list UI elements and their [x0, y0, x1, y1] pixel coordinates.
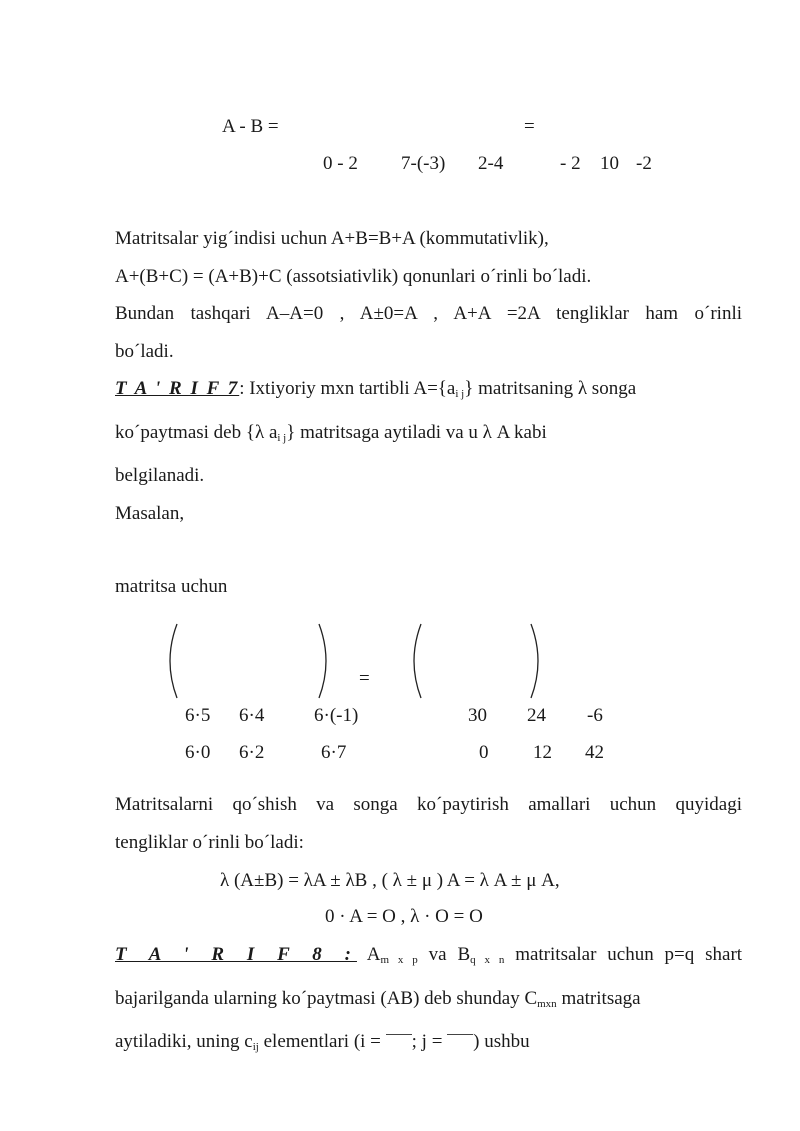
- equals-sign: =: [524, 116, 535, 137]
- matrix-cell: 6·(-1): [314, 705, 359, 726]
- matrix-cell: - 2: [560, 153, 581, 174]
- paragraph-matrix-sum-properties: [115, 220, 742, 370]
- matrix-cell: 7-(-3): [401, 153, 446, 174]
- matrix-cell: 0: [479, 742, 489, 763]
- left-paren-icon: [404, 622, 424, 700]
- text-line: bo´ladi.: [115, 340, 174, 362]
- formula-distributive: λ (A±B) = λA ± λB , ( λ ± μ ) A = λ A ± μ A,: [220, 870, 560, 891]
- definition-8-line-1: T A ' R I F 8 : $A_{m x p}$ va $B_{q x n}$ matritsalar uchun p=q shart: [115, 944, 743, 966]
- matrix-cell: 6·5: [185, 705, 211, 726]
- matritsa-uchun-label: matritsa uchun: [115, 576, 228, 597]
- right-paren-icon: [528, 622, 548, 700]
- matrix-cell: 10: [600, 153, 619, 174]
- matrix-cell: 42: [585, 742, 604, 763]
- formula-zero: 0 · A = O , λ · O = O: [325, 906, 483, 927]
- matrix-cell: 2-4: [478, 153, 504, 174]
- matrix-cell: 6·0: [185, 742, 211, 763]
- matrix-cell: 0 - 2: [323, 153, 358, 174]
- matrix-cell: 30: [468, 705, 487, 726]
- a-minus-b-label: A - B =: [222, 116, 279, 137]
- right-paren-icon: [316, 622, 336, 700]
- overline-range-icon: [447, 1034, 473, 1035]
- definition-7-line-1: T A ' R I F 7: Ixtiyoriy mxn tartibli $A=\{a_{i j}\}$ matritsaning λ songa: [115, 378, 637, 400]
- definition-8: [115, 936, 742, 1067]
- matrix-cell: 6·7: [321, 742, 347, 763]
- text-line: belgilanadi.: [115, 465, 205, 486]
- matrix-cell: 6·2: [239, 742, 265, 763]
- matrix-cell: 12: [533, 742, 552, 763]
- text-line: tengliklar o´rinli bo´ladi:: [115, 831, 304, 853]
- text-line: Masalan,: [115, 502, 185, 524]
- overline-range-icon: [386, 1034, 412, 1035]
- paragraph-operations-properties: [115, 786, 742, 861]
- text-line: Matritsalarni qo´shish va songa ko´paytirish amallari uchun quyidagi: [115, 794, 742, 815]
- matrix-cell: 6·4: [239, 705, 265, 726]
- text-line: Matritsalar yig´indisi uchun A+B=B+A (kommutativlik),: [115, 228, 549, 249]
- matrix-cell: -2: [636, 153, 652, 174]
- definition-7-line-2: ko´paytmasi deb {λ $a_{i j}$} matritsaga aytiladi va u λ A kabi: [115, 421, 547, 444]
- definition-8-line-2: bajarilganda ularning ko´paytmasi (AB) deb shunday $C_{mxn}$ matritsaga: [115, 987, 641, 1010]
- equals-sign: =: [359, 668, 370, 689]
- text-line: A+(B+C) = (A+B)+C (assotsiativlik) qonunlari o´rinli bo´ladi.: [115, 265, 592, 287]
- definition-8-line-3: aytiladiki, uning $c_{ij}$ elementlari (i = ; j = ) ushbu: [115, 1031, 530, 1053]
- definition-7: [115, 370, 742, 532]
- left-paren-icon: [160, 622, 180, 700]
- matrix-cell: -6: [587, 705, 603, 726]
- text-line: Bundan tashqari A–A=0 , A±0=A , A+A =2A tengliklar ham o´rinli: [115, 303, 742, 324]
- definition-7-heading: T A ' R I F 7: [115, 378, 240, 399]
- definition-8-heading: T A ' R I F 8 :: [115, 944, 357, 965]
- matrix-cell: 24: [527, 705, 546, 726]
